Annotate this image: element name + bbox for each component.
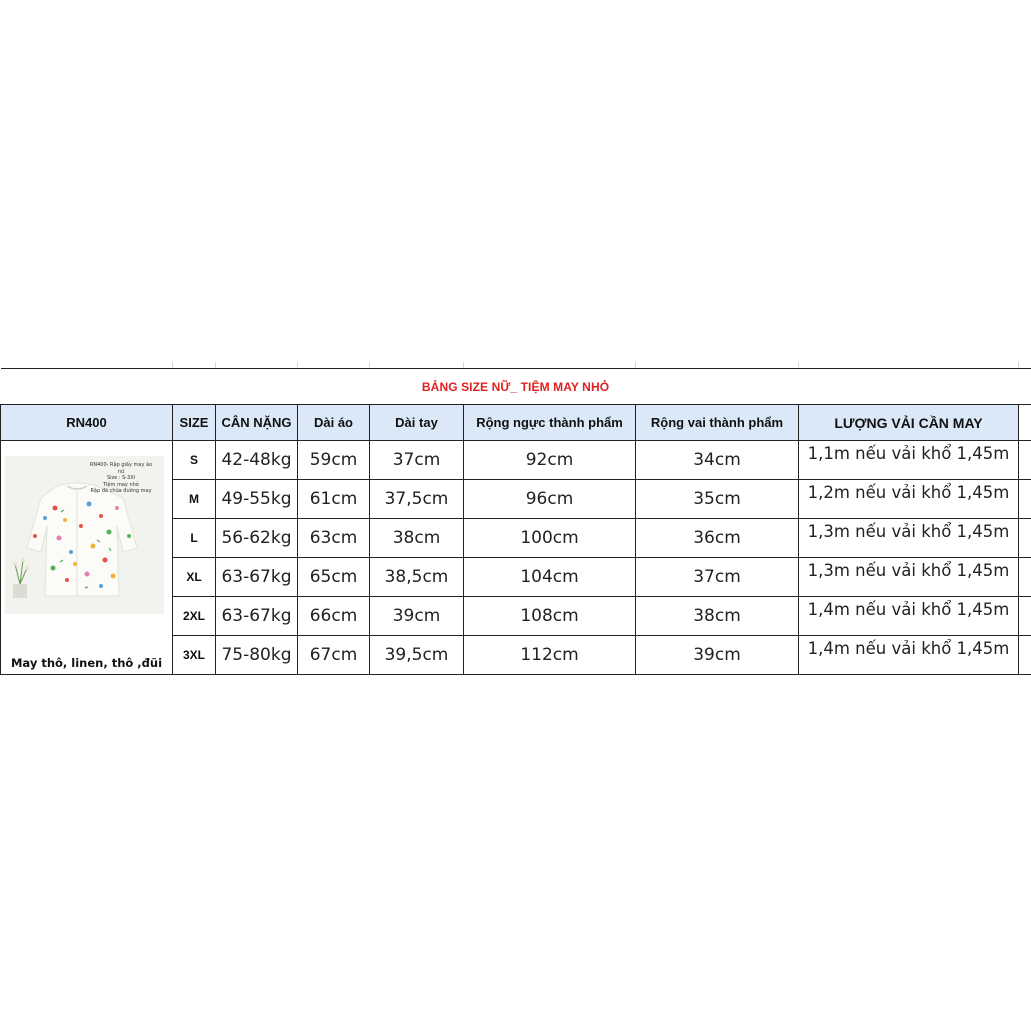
header-spacer: [1019, 405, 1031, 441]
size-cell: 3XL: [173, 636, 216, 675]
header-size: SIZE: [173, 405, 216, 441]
weight-cell: 75-80kg: [216, 636, 298, 675]
chest-cell: 108cm: [464, 597, 636, 636]
fabric-cell: 1,2m nếu vải khổ 1,45m: [799, 480, 1019, 519]
size-cell: 2XL: [173, 597, 216, 636]
spacer-cell: [1019, 519, 1031, 558]
product-photo: [5, 456, 164, 614]
header-row: [1, 405, 1031, 441]
header-shirt-length: Dài áo: [298, 405, 370, 441]
spacer-cell: [1019, 636, 1031, 675]
shirt-length-cell: 65cm: [298, 558, 370, 597]
shoulder-cell: 38cm: [636, 597, 799, 636]
title-row: [1, 369, 1031, 405]
fabric-note: May thô, linen, thô ,đũi: [10, 656, 163, 670]
size-chart-sheet: [0, 368, 1024, 670]
spacer-cell: [1019, 480, 1031, 519]
header-chest: Rộng ngực thành phẩm: [464, 405, 636, 441]
header-sleeve-length: Dài tay: [370, 405, 464, 441]
spacer-cell: [1019, 558, 1031, 597]
shirt-length-cell: 63cm: [298, 519, 370, 558]
size-cell: XL: [173, 558, 216, 597]
title-cell: [1, 369, 1031, 405]
shirt-length-cell: 67cm: [298, 636, 370, 675]
weight-cell: 63-67kg: [216, 597, 298, 636]
shoulder-cell: 37cm: [636, 558, 799, 597]
weight-cell: 42-48kg: [216, 441, 298, 480]
product-cell: [1, 441, 173, 675]
weight-cell: 56-62kg: [216, 519, 298, 558]
shirt-length-cell: 66cm: [298, 597, 370, 636]
spacer-cell: [1019, 441, 1031, 480]
fabric-cell: 1,1m nếu vải khổ 1,45m: [799, 441, 1019, 480]
caption-line: Size : S-3Xl: [106, 475, 136, 481]
weight-cell: 63-67kg: [216, 558, 298, 597]
chest-cell: 96cm: [464, 480, 636, 519]
fabric-cell: 1,3m nếu vải khổ 1,45m: [799, 519, 1019, 558]
weight-cell: 49-55kg: [216, 480, 298, 519]
chest-cell: 104cm: [464, 558, 636, 597]
shirt-length-cell: 61cm: [298, 480, 370, 519]
shoulder-cell: 39cm: [636, 636, 799, 675]
shoulder-cell: 34cm: [636, 441, 799, 480]
chest-cell: 112cm: [464, 636, 636, 675]
image-caption: [86, 462, 156, 495]
caption-line: Tiệm may nhỏ: [103, 481, 139, 488]
sleeve-length-cell: 37cm: [370, 441, 464, 480]
chest-cell: 100cm: [464, 519, 636, 558]
size-cell: L: [173, 519, 216, 558]
sleeve-length-cell: 38,5cm: [370, 558, 464, 597]
shirt-length-cell: 59cm: [298, 441, 370, 480]
sleeve-length-cell: 39,5cm: [370, 636, 464, 675]
sleeve-length-cell: 39cm: [370, 597, 464, 636]
shoulder-cell: 35cm: [636, 480, 799, 519]
fabric-cell: 1,4m nếu vải khổ 1,45m: [799, 636, 1019, 675]
header-shoulder: Rộng vai thành phẩm: [636, 405, 799, 441]
fabric-cell: 1,4m nếu vải khổ 1,45m: [799, 597, 1019, 636]
table-row: [1, 441, 1031, 480]
shoulder-cell: 36cm: [636, 519, 799, 558]
spacer-cell: [1019, 597, 1031, 636]
size-chart-table: [0, 368, 1031, 675]
sleeve-length-cell: 38cm: [370, 519, 464, 558]
chest-cell: 92cm: [464, 441, 636, 480]
header-weight: CÂN NẶNG: [216, 405, 298, 441]
header-code: RN400: [1, 405, 173, 441]
sleeve-length-cell: 37,5cm: [370, 480, 464, 519]
header-fabric: LƯỢNG VẢI CẦN MAY: [799, 405, 1019, 441]
caption-line: Rập đã chừa đường may: [90, 488, 152, 494]
fabric-cell: 1,3m nếu vải khổ 1,45m: [799, 558, 1019, 597]
size-cell: M: [173, 480, 216, 519]
table-title: BẢNG SIZE NỮ_ TIỆM MAY NHỎ: [421, 379, 610, 394]
size-cell: S: [173, 441, 216, 480]
caption-line: RN400- Rập giấy may áo nữ: [89, 462, 153, 475]
